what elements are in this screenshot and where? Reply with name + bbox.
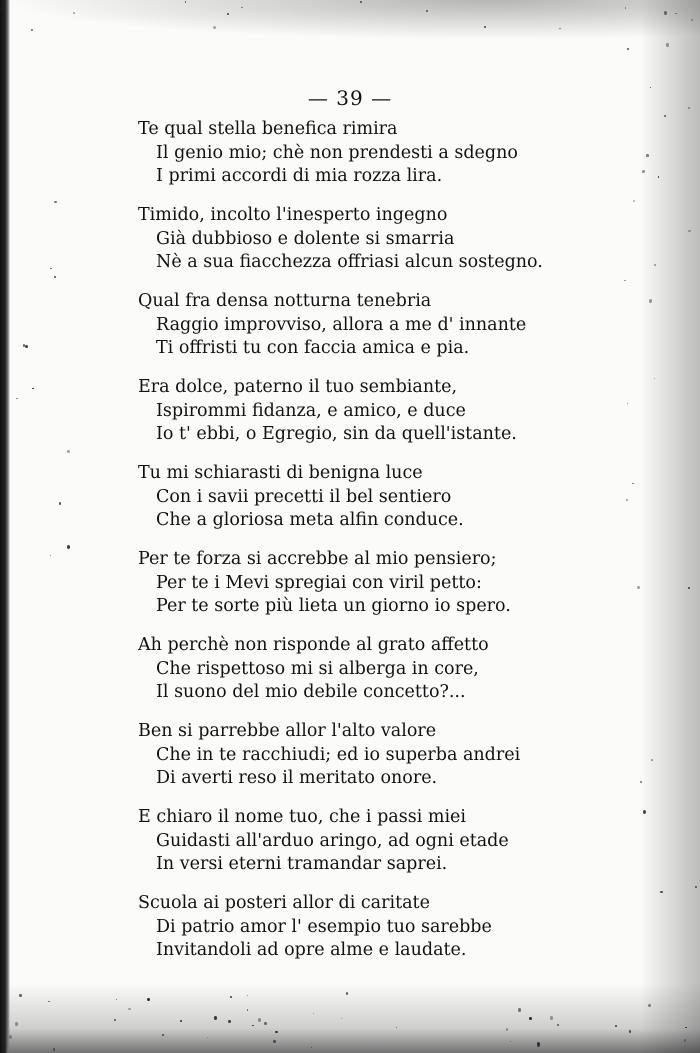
scan-speck bbox=[213, 26, 216, 29]
scan-speck bbox=[658, 176, 659, 178]
scan-speck bbox=[67, 450, 70, 453]
verse-line: Di patrio amor l' esempio tuo sarebbe bbox=[156, 916, 492, 937]
scan-speck bbox=[50, 555, 51, 556]
verse-line: Che in te racchiudi; ed io superba andrei bbox=[156, 744, 521, 765]
scan-speck bbox=[640, 781, 642, 783]
stanza bbox=[138, 892, 558, 963]
scan-speck bbox=[626, 499, 628, 501]
stanza bbox=[138, 548, 558, 619]
page-shadow-bottom bbox=[0, 983, 700, 1053]
verse-line: Io t' ebbi, o Egregio, sin da quell'istante. bbox=[156, 424, 517, 444]
scan-speck bbox=[19, 994, 22, 997]
scan-speck bbox=[550, 1016, 553, 1020]
verse-line: Nè a sua fiacchezza offriasi alcun sostegno. bbox=[156, 252, 543, 272]
verse-line: Ben si parrebbe allor l'alto valore bbox=[138, 721, 437, 741]
stanza bbox=[138, 204, 558, 275]
scan-speck bbox=[228, 1020, 231, 1023]
scan-speck bbox=[48, 1001, 50, 1002]
verse-line: Il genio mio; chè non prendesti a sdegno bbox=[156, 142, 518, 163]
verse-line: Con i savii precetti il bel sentiero bbox=[156, 486, 452, 507]
scan-speck bbox=[654, 264, 656, 266]
verse-line: Invitandoli ad opre alme e laudate. bbox=[156, 940, 467, 960]
stanza bbox=[138, 634, 558, 705]
page-number: — 39 — bbox=[307, 86, 393, 110]
verse-line: E chiaro il nome tuo, che i passi miei bbox=[138, 807, 466, 827]
scan-speck bbox=[114, 1019, 116, 1021]
scan-speck bbox=[360, 1, 362, 3]
scan-speck bbox=[518, 1008, 521, 1012]
page-shadow-right bbox=[640, 0, 700, 1053]
scan-speck bbox=[32, 388, 34, 389]
stanza bbox=[138, 376, 558, 447]
scan-speck bbox=[649, 299, 652, 303]
scan-speck bbox=[59, 502, 61, 505]
scan-speck bbox=[627, 403, 628, 404]
poem-body bbox=[138, 118, 558, 978]
verse-line: Per te forza si accrebbe al mio pensiero; bbox=[138, 549, 497, 569]
scan-speck bbox=[230, 996, 232, 998]
verse-line: Per te sorte più lieta un giorno io spero. bbox=[156, 596, 511, 616]
verse-line: Raggio improvviso, allora a me d' innante bbox=[156, 314, 527, 335]
scan-speck bbox=[529, 1017, 532, 1020]
verse-line: In versi eterni tramandar saprei. bbox=[156, 854, 448, 874]
scan-speck bbox=[73, 12, 75, 14]
scan-speck bbox=[15, 1022, 18, 1026]
scan-speck bbox=[25, 345, 28, 348]
verse-line: Che a gloriosa meta alfin conduce. bbox=[156, 510, 464, 530]
scan-speck bbox=[2, 1040, 5, 1045]
verse-line: Il suono del mio debile concetto?... bbox=[156, 682, 466, 702]
verse-line: Tu mi schiarasti di benigna luce bbox=[138, 463, 423, 483]
verse-line: Ispirommi fidanza, e amico, e duce bbox=[156, 400, 466, 421]
scan-speck bbox=[627, 48, 629, 50]
scan-speck bbox=[688, 587, 690, 589]
scan-speck bbox=[484, 26, 486, 28]
scan-speck bbox=[695, 886, 697, 888]
scan-speck bbox=[632, 483, 634, 484]
page-shadow-top bbox=[0, 0, 700, 40]
scan-speck bbox=[9, 1035, 12, 1039]
stanza bbox=[138, 290, 558, 361]
verse-line: I primi accordi di mia rozza lira. bbox=[156, 166, 443, 186]
verse-line: Ah perchè non risponde al grato affetto bbox=[138, 635, 489, 655]
scan-speck bbox=[275, 1031, 278, 1033]
scan-speck bbox=[637, 586, 640, 589]
verse-line: Di averti reso il meritato onore. bbox=[156, 768, 438, 788]
verse-line: Timido, incolto l'inesperto ingegno bbox=[138, 205, 448, 225]
scan-speck bbox=[688, 230, 691, 232]
verse-line: Te qual stella benefica rimira bbox=[138, 119, 398, 139]
verse-line: Per te i Mevi spregiai con viril petto: bbox=[156, 572, 482, 593]
scan-speck bbox=[643, 810, 646, 814]
scan-speck bbox=[666, 43, 669, 47]
scan-speck bbox=[426, 10, 428, 12]
verse-line: Già dubbioso e dolente si smarria bbox=[156, 228, 455, 249]
scan-speck bbox=[633, 200, 635, 202]
stanza bbox=[138, 806, 558, 877]
scan-speck bbox=[50, 268, 52, 269]
stanza bbox=[138, 118, 558, 189]
scan-speck bbox=[691, 19, 693, 21]
scan-speck bbox=[664, 115, 666, 117]
page-binding-edge bbox=[0, 0, 10, 1053]
stanza bbox=[138, 720, 558, 791]
scan-speck bbox=[537, 1042, 540, 1047]
scan-speck bbox=[54, 276, 56, 278]
scan-speck bbox=[615, 1025, 617, 1027]
stanza bbox=[138, 462, 558, 533]
scan-speck bbox=[54, 201, 57, 203]
verse-line: Ti offristi tu con faccia amica e pia. bbox=[156, 338, 470, 358]
scan-speck bbox=[162, 1034, 164, 1036]
verse-line: Scuola ai posteri allor di caritate bbox=[138, 893, 430, 913]
scan-speck bbox=[67, 545, 70, 549]
scan-speck bbox=[214, 1016, 217, 1020]
verse-line: Qual fra densa notturna tenebria bbox=[138, 291, 432, 311]
scan-speck bbox=[241, 7, 243, 8]
verse-line: Che rispettoso mi si alberga in core, bbox=[156, 658, 479, 679]
verse-line: Guidasti all'arduo aringo, ad ogni etade bbox=[156, 830, 509, 851]
scan-speck bbox=[53, 1048, 55, 1051]
verse-line: Era dolce, paterno il tuo sembiante, bbox=[138, 377, 458, 397]
scan-speck bbox=[16, 398, 18, 399]
scan-speck bbox=[646, 154, 649, 157]
scan-speck bbox=[273, 1040, 276, 1043]
scan-speck bbox=[675, 13, 677, 14]
scan-speck bbox=[147, 998, 150, 1001]
scan-speck bbox=[624, 280, 626, 281]
scan-speck bbox=[506, 1028, 508, 1031]
